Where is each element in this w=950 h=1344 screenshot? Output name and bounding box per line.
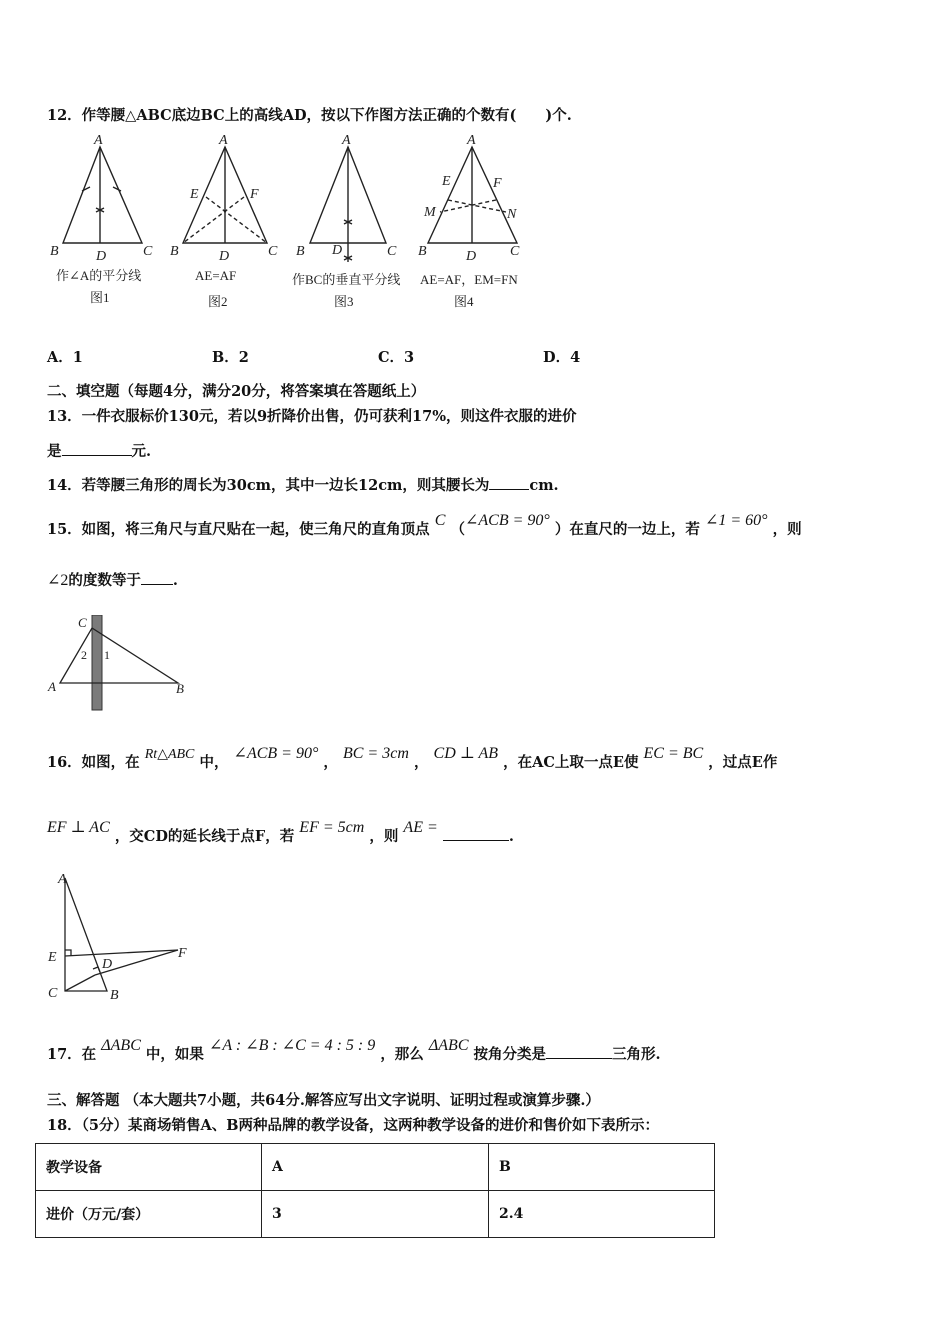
q16-fig-label-a: A — [58, 872, 67, 887]
q15-math-angle-acb: ∠ACB = 90° — [464, 512, 550, 529]
fig3-label-b: B — [296, 244, 305, 259]
fig2-label-e: E — [190, 187, 199, 202]
q18-table — [35, 1143, 715, 1238]
q15-text-c: ）在直尺的一边上，若 — [554, 521, 700, 538]
table-cell: 2.4 — [489, 1191, 715, 1238]
q12-option-a: A．1 — [47, 349, 83, 366]
fig2-label-f: F — [250, 187, 259, 202]
q15-math-angle2: ∠2 — [47, 572, 69, 589]
q16-text-c: ， — [323, 754, 338, 771]
table-cell: A — [262, 1144, 489, 1191]
q16-text-b: 中， — [199, 754, 229, 771]
q17-answer-blank[interactable] — [546, 1044, 612, 1059]
q16-text-a: 16．如图，在 — [47, 754, 140, 771]
q16-answer-blank[interactable] — [443, 826, 509, 841]
q16-text-f: ，过点E作 — [708, 754, 778, 771]
q12-figures — [30, 130, 550, 315]
q17-math-triangle1: ΔABC — [101, 1037, 141, 1054]
fig1-label-a: A — [94, 133, 103, 148]
fig4-label-c: C — [510, 244, 520, 259]
q14-text-a: 14．若等腰三角形的周长为30cm，其中一边长12cm，则其腰长为 — [47, 477, 490, 494]
fig4-label-m: M — [424, 205, 436, 220]
q16-fig-label-e: E — [48, 950, 57, 965]
q15-line1 — [47, 512, 802, 539]
fig4-label-a: A — [467, 133, 476, 148]
q17-text-e: 三角形. — [612, 1046, 661, 1063]
q16-math-ae: AE = — [403, 819, 438, 836]
q16-fig-label-d: D — [102, 957, 113, 972]
q15-fig-angle-2: 2 — [81, 648, 87, 662]
figure-1 — [63, 147, 142, 243]
q15-figure — [40, 615, 200, 715]
q17-math-ratio: ∠A : ∠B : ∠C = 4 : 5 : 9 — [208, 1037, 376, 1054]
q17-text-d: 按角分类是 — [473, 1046, 547, 1063]
q15-fig-angle-1: 1 — [104, 648, 110, 662]
q14-line — [47, 474, 559, 495]
q15-text-e: 的度数等于 — [68, 572, 141, 589]
q16-math-rt: Rt△ABC — [144, 747, 195, 762]
q16-fig-label-f: F — [178, 946, 187, 961]
fig2-number: 图2 — [208, 294, 228, 309]
section2-title: 二、填空题（每题4分，满分20分，将答案填在答题纸上） — [47, 383, 426, 400]
q16-math-cd-perp: CD ⊥ AB — [433, 745, 499, 762]
fig3-label-d: D — [332, 243, 343, 258]
figure-4 — [428, 147, 517, 243]
q16-text-i: . — [508, 828, 514, 845]
q13-text-b: 元. — [131, 443, 152, 460]
q15-text-d: ，则 — [772, 521, 802, 538]
fig1-label-c: C — [143, 244, 153, 259]
fig2-label-a: A — [219, 133, 228, 148]
q16-math-ef: EF = 5cm — [299, 819, 365, 836]
q13-line1: 13．一件衣服标价130元，若以9折降价出售，仍可获利17%，则这件衣服的进价 — [47, 408, 577, 425]
q13-line2 — [47, 440, 151, 461]
q17-math-triangle2: ΔABC — [428, 1037, 469, 1054]
fig4-label-b: B — [418, 244, 427, 259]
fig4-label-e: E — [442, 174, 451, 189]
q16-line2 — [47, 819, 514, 846]
q14-answer-blank[interactable] — [489, 475, 529, 490]
q15-line2 — [47, 569, 178, 590]
fig3-label-a: A — [342, 133, 351, 148]
q17-text-a: 17．在 — [47, 1046, 97, 1063]
q16-text-h: ，则 — [369, 828, 399, 845]
q15-math-c: C — [434, 512, 446, 529]
table-row — [36, 1191, 715, 1238]
section3-title: 三、解答题 （本大题共7小题，共64分.解答应写出文字说明、证明过程或演算步骤.） — [47, 1092, 600, 1109]
q13-answer-blank[interactable] — [62, 441, 132, 456]
q15-text-a: 15．如图，将三角尺与直尺贴在一起，使三角尺的直角顶点 — [47, 521, 430, 538]
q16-text-e: ，在AC上取一点E使 — [503, 754, 639, 771]
fig3-number: 图3 — [334, 294, 354, 309]
fig4-number: 图4 — [454, 294, 474, 309]
q16-line1 — [47, 745, 778, 772]
fig3-caption: 作BC的垂直平分线 — [292, 272, 401, 287]
q12-option-c: C．3 — [378, 349, 415, 366]
q16-fig-label-c: C — [48, 986, 58, 1001]
fig4-caption: AE=AF，EM=FN — [420, 272, 518, 287]
table-cell: 3 — [262, 1191, 489, 1238]
table-cell: 教学设备 — [36, 1144, 262, 1191]
q16-math-bc: BC = 3cm — [342, 745, 409, 762]
q16-math-ef-perp: EF ⊥ AC — [47, 819, 110, 836]
q18-text: 18．（5分）某商场销售A、B两种品牌的教学设备，这两种教学设备的进价和售价如下表所示： — [47, 1117, 660, 1134]
q16-text-g: ，交CD的延长线于点F，若 — [114, 828, 295, 845]
q15-math-angle1: ∠1 = 60° — [704, 512, 768, 529]
table-row — [36, 1144, 715, 1191]
q14-text-b: cm. — [529, 477, 559, 494]
q17-text-c: ，那么 — [380, 1046, 424, 1063]
q16-figure — [40, 868, 200, 1003]
q16-math-ec: EC = BC — [643, 745, 704, 762]
table-cell: 进价（万元/套） — [36, 1191, 262, 1238]
table-cell: B — [489, 1144, 715, 1191]
figure-3 — [310, 147, 386, 262]
q15-answer-blank[interactable] — [141, 570, 173, 585]
q15-text-f: . — [172, 572, 178, 589]
fig4-label-d: D — [466, 249, 477, 264]
fig1-caption: 作∠A的平分线 — [56, 268, 142, 283]
q17-text-b: 中，如果 — [145, 1046, 204, 1063]
fig4-label-f: F — [493, 176, 502, 191]
q15-fig-label-b: B — [176, 681, 184, 696]
fig2-label-c: C — [268, 244, 278, 259]
fig2-label-b: B — [170, 244, 179, 259]
fig2-label-d: D — [219, 249, 230, 264]
fig2-caption: AE=AF — [195, 268, 237, 283]
q12-option-d: D．4 — [543, 349, 581, 366]
q15-fig-label-c: C — [78, 615, 87, 630]
q15-fig-label-a: A — [48, 679, 56, 694]
fig1-number: 图1 — [90, 290, 110, 305]
q12-text: 12．作等腰△ABC底边BC上的高线AD，按以下作图方法正确的个数有( )个. — [47, 107, 572, 124]
q16-fig-label-b: B — [110, 988, 119, 1003]
fig3-label-c: C — [387, 244, 397, 259]
fig1-label-d: D — [96, 249, 107, 264]
q16-text-d: ， — [413, 754, 429, 771]
q15-text-b: （ — [450, 521, 465, 538]
fig4-label-n: N — [507, 207, 517, 222]
q17-line — [47, 1037, 661, 1064]
q12-option-b: B．2 — [212, 349, 249, 366]
q16-math-angle-acb: ∠ACB = 90° — [233, 745, 319, 762]
q13-text-a: 是 — [47, 443, 62, 460]
fig1-label-b: B — [50, 244, 59, 259]
